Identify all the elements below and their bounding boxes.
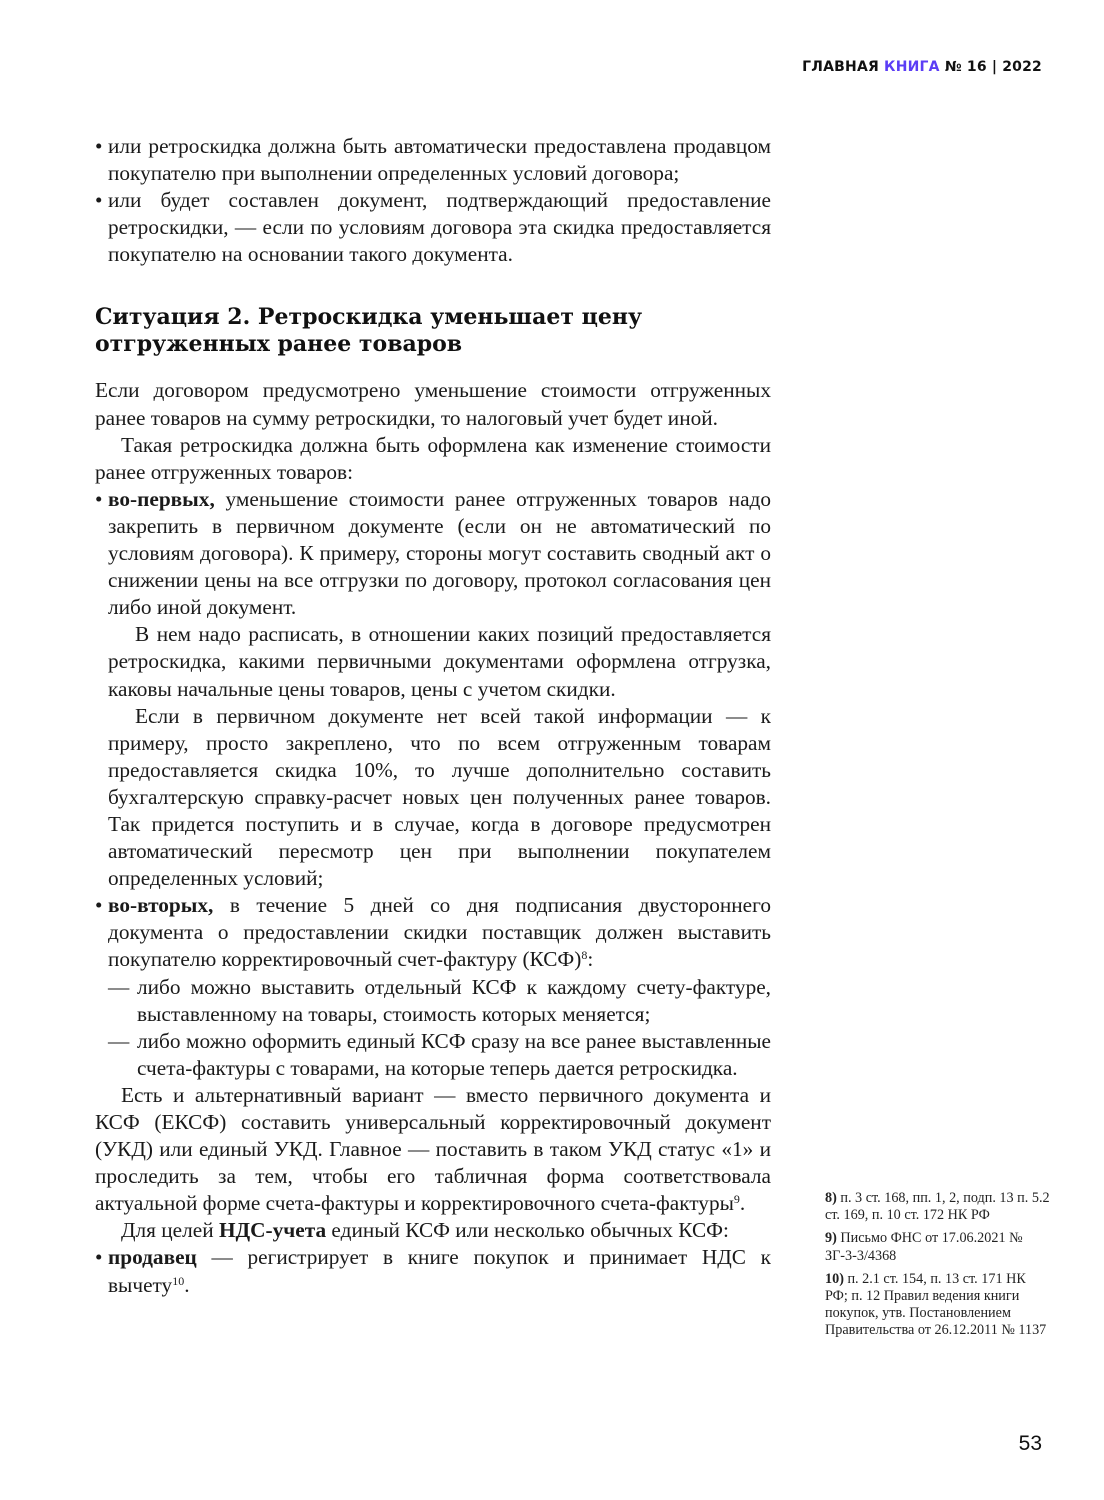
paragraph-text: Есть и альтернативный вариант — вместо первичного документа и КСФ (ЕКСФ) составить универсальный корректировочный документ (УКД) или единый УКД. Главное — поставить в таком УКД статус «1» и проследить за тем, чтобы его табличная форма соответствовала актуальной форме счета-фактуры и корректировочного счета-фактуры [95,1082,771,1216]
main-text-column [95,133,771,1299]
dash-marker: — [108,1028,130,1053]
dash-item [95,1028,771,1082]
paragraph-text: Для целей [121,1218,219,1243]
paragraph [95,1082,771,1217]
dash-text: либо можно выставить отдельный КСФ к каждому счету-фактуре, выставленному на товары, стоимость которых меняется; [137,974,771,1026]
magazine-name-accent: КНИГА [884,59,940,75]
sub-paragraph: В нем надо расписать, в отношении каких позиций предоставляется ретроскидка, какими первичными документами оформлена отгрузка, каковы начальные цены товаров, цены с учетом скидки. [108,622,771,701]
footnote-ref: 9 [733,1192,740,1207]
running-header [802,59,1042,75]
footnote [825,1190,1050,1224]
footnote [825,1230,1050,1264]
paragraph: Если договором предусмотрено уменьшение стоимости отгруженных ранее товаров на сумму ретроскидки, то налоговый учет будет иной. [95,378,771,430]
footnote-number: 9) [825,1230,837,1247]
magazine-name: ГЛАВНАЯ [802,59,879,75]
section-heading [95,304,771,358]
bullet-text: уменьшение стоимости ранее отгруженных товаров надо закрепить в первичном документе (если он не автоматический по условиям договора). К примеру, стороны могут составить сводный акт о снижении цены на все отгрузки по договору, протокол согласования цен либо иной документ. [108,486,771,620]
footnotes [825,1190,1050,1346]
bullet-item: • или ретроскидка должна быть автоматически предоставлена продавцом покупателю при выполнении определенных условий договора; [95,133,771,187]
footnote-text: п. 3 ст. 168, пп. 1, 2, подп. 13 п. 5.2 ст. 169, п. 10 ст. 172 НК РФ [825,1190,1050,1224]
bold-term: продавец [108,1245,197,1270]
bold-term: во-первых, [108,486,215,511]
footnote [825,1271,1050,1340]
punctuation: : [587,947,594,972]
paragraph [95,1217,771,1244]
footnote-number: 10) [825,1270,844,1287]
footnote-ref: 10 [172,1273,185,1288]
footnote-number: 8) [825,1190,837,1206]
bullet-text: в течение 5 дней со дня подписания двустороннего документа о предоставлении скидки поставщик должен выставить покупателю корректировочный счет-фактуру (КСФ) [108,893,771,972]
heading-line: Ситуация 2. Ретроскидка уменьшает цену [95,304,643,331]
footnote-text: Письмо ФНС от 17.06.2021 № ЗГ-3-3/4368 [825,1230,1023,1264]
heading-line: отгруженных ранее товаров [95,331,463,358]
bold-term: во-вторых, [108,893,214,918]
bullet-text: — регистрирует в книге покупок и принимает НДС к вычету [108,1245,771,1297]
bullet-item: • или будет составлен документ, подтверждающий предоставление ретроскидки, — если по условиям договора эта скидка предоставляется покупателю на основании такого документа. [95,187,771,268]
bullet-item-first [95,486,771,621]
issue-number: № 16 | 2022 [944,59,1042,75]
dash-item [95,974,771,1028]
footnote-text: п. 2.1 ст. 154, п. 13 ст. 171 НК РФ; п. 12 Правил ведения книги покупок, утв. Постановлением Правительства от 26.12.2011 № 1137 [825,1270,1047,1339]
page-number: 53 [1018,1432,1042,1455]
bullet-item-second [95,892,771,973]
paragraph-text: единый КСФ или несколько обычных КСФ: [326,1218,729,1243]
punctuation: . [184,1272,190,1297]
dash-marker: — [108,974,130,999]
dash-text: либо можно оформить единый КСФ сразу на все ранее выставленные счета-фактуры с товарами, на которые теперь дается ретроскидка. [137,1028,771,1080]
bold-term: НДС-учета [218,1218,327,1243]
bullet-item-seller [95,1244,771,1298]
sub-paragraph: Если в первичном документе нет всей такой информации — к примеру, просто закреплено, что по всем отгруженным товарам предоставляется скидка 10%, то лучше дополнительно составить бухгалтерскую справку-расчет новых цен полученных ранее товаров. Так придется поступить и в случае, когда в договоре предусмотрен автоматический пересмотр цен при выполнении покупателем определенных условий; [108,703,771,891]
punctuation: . [739,1191,746,1216]
paragraph: Такая ретроскидка должна быть оформлена как изменение стоимости ранее отгруженных товаров: [95,432,771,484]
footnote-ref: 8 [581,948,588,963]
